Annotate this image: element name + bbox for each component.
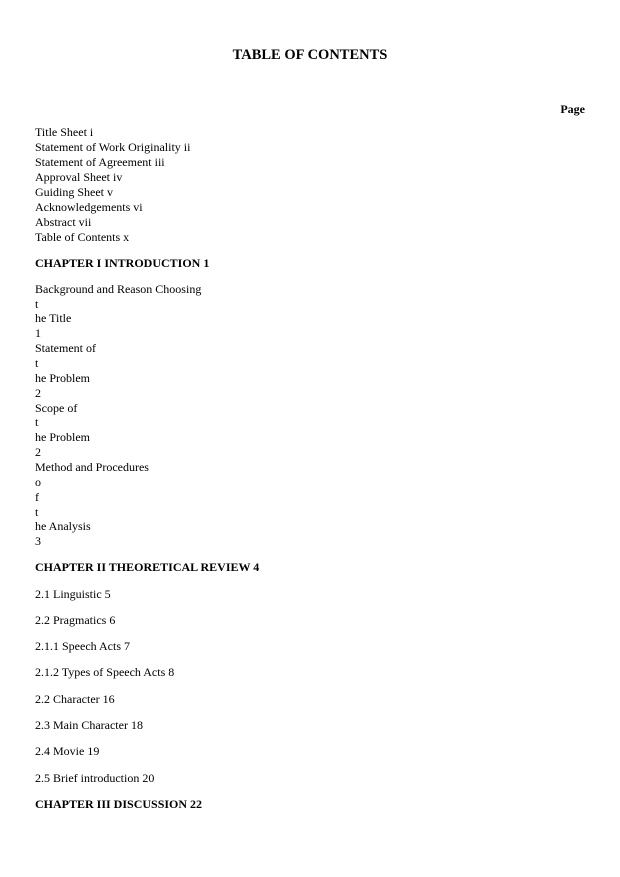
chapter-1-line: he Problem: [35, 430, 90, 444]
chapter-2-item: 2.4 Movie 19: [35, 744, 100, 758]
chapter-1-line: 2: [35, 386, 41, 400]
chapter-1-line: f: [35, 490, 39, 504]
chapter-1-line: Statement of: [35, 341, 96, 355]
chapter-2-item: 2.3 Main Character 18: [35, 718, 143, 732]
chapter-1-line: t: [35, 415, 39, 429]
toc-entry-statement-agreement: Statement of Agreement iii: [35, 155, 165, 169]
chapter-1-line: t: [35, 297, 39, 311]
chapter-2-item: 2.5 Brief introduction 20: [35, 771, 155, 785]
chapter-2-item: 2.2 Pragmatics 6: [35, 613, 116, 627]
page-column-label: Page: [560, 102, 585, 116]
toc-entry-title-sheet: Title Sheet i: [35, 125, 94, 139]
chapter-3-heading: CHAPTER III DISCUSSION 22: [35, 797, 203, 811]
document-title: TABLE OF CONTENTS: [232, 47, 388, 63]
toc-entry-approval-sheet: Approval Sheet iv: [35, 170, 123, 184]
chapter-1-heading: CHAPTER I INTRODUCTION 1: [35, 256, 210, 270]
toc-entry-acknowledgements: Acknowledgements vi: [35, 200, 143, 214]
chapter-1-line: t: [35, 505, 39, 519]
chapter-2-item: 2.1.2 Types of Speech Acts 8: [35, 665, 175, 679]
chapter-1-line: Method and Procedures: [35, 460, 149, 474]
chapter-2-item: 2.1.1 Speech Acts 7: [35, 639, 130, 653]
chapter-1-line: o: [35, 475, 41, 489]
chapter-1-line: he Analysis: [35, 519, 91, 533]
toc-entry-abstract: Abstract vii: [35, 215, 92, 229]
chapter-1-line: he Problem: [35, 371, 90, 385]
toc-entry-statement-originality: Statement of Work Originality ii: [35, 140, 191, 154]
toc-entry-guiding-sheet: Guiding Sheet v: [35, 185, 113, 199]
chapter-1-line: t: [35, 356, 39, 370]
chapter-2-item: 2.1 Linguistic 5: [35, 587, 111, 601]
chapter-1-line: he Title: [35, 311, 72, 325]
chapter-1-line: Scope of: [35, 401, 78, 415]
chapter-2-heading: CHAPTER II THEORETICAL REVIEW 4: [35, 560, 260, 574]
chapter-1-line: 2: [35, 445, 41, 459]
chapter-1-line: Background and Reason Choosing: [35, 282, 202, 296]
chapter-2-item: 2.2 Character 16: [35, 692, 115, 706]
toc-entry-table-of-contents: Table of Contents x: [35, 230, 130, 244]
chapter-1-line: 1: [35, 326, 41, 340]
chapter-1-line: 3: [35, 534, 41, 548]
